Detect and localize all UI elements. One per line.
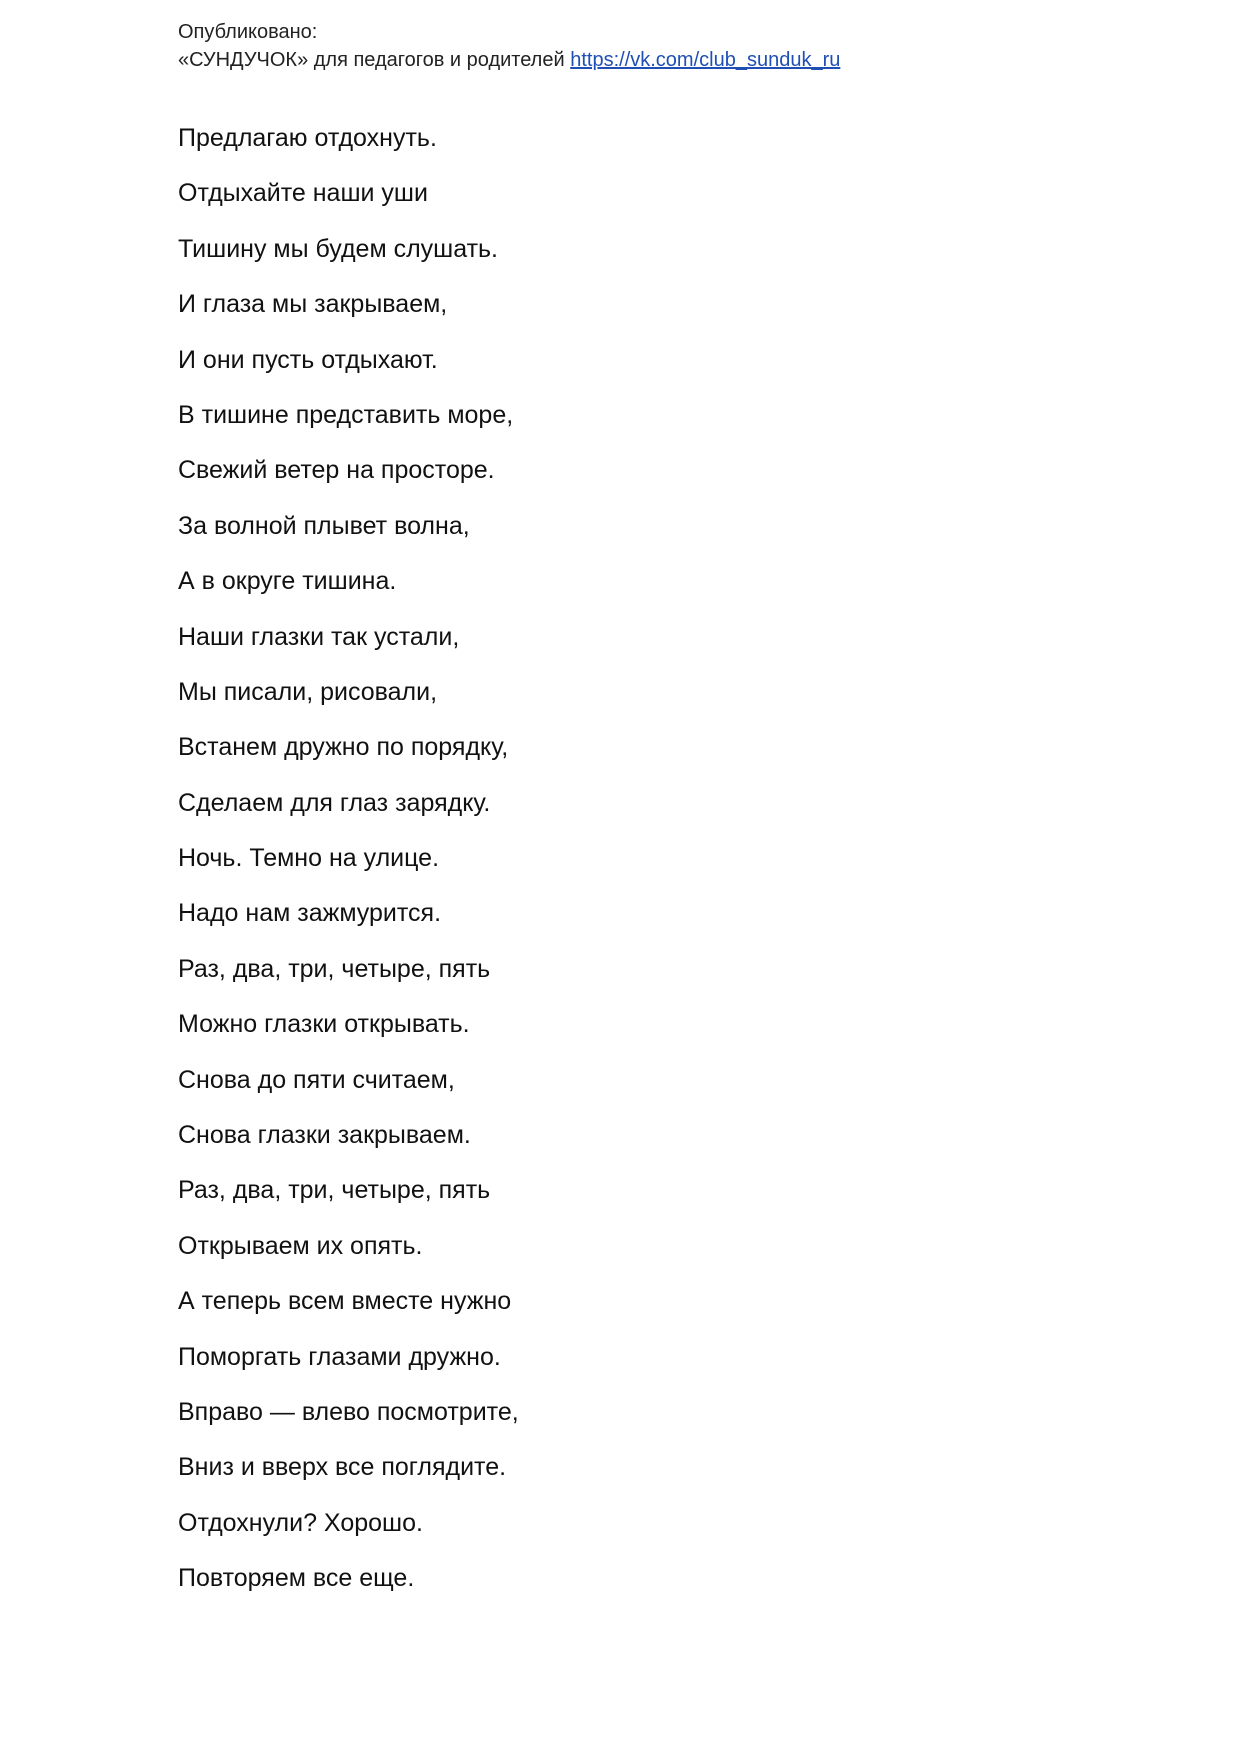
publication-header: [178, 18, 840, 74]
poem-line: Снова глазки закрываем.: [178, 1121, 471, 1150]
poem-line: Поморгать глазами дружно.: [178, 1342, 501, 1371]
poem-line: За волной плывет волна,: [178, 511, 470, 540]
poem-line: Отдыхайте наши уши: [178, 179, 428, 208]
poem-line: Предлагаю отдохнуть.: [178, 124, 437, 152]
poem-line: Можно глазки открывать.: [178, 1010, 470, 1039]
poem-line: Вправо — влево посмотрите,: [178, 1397, 519, 1426]
poem-line: Надо нам зажмурится.: [178, 899, 442, 928]
poem-line: И они пусть отдыхают.: [178, 345, 438, 374]
source-line: [178, 46, 840, 74]
poem-body: [178, 118, 519, 1614]
published-label: Опубликовано:: [178, 21, 318, 43]
poem-line: Свежий ветер на просторе.: [178, 456, 495, 485]
poem-line: Отдохнули? Хорошо.: [178, 1508, 423, 1537]
poem-line: Наши глазки так устали,: [178, 622, 460, 651]
poem-line: А теперь всем вместе нужно: [178, 1287, 512, 1316]
poem-line: Вниз и вверх все поглядите.: [178, 1453, 507, 1482]
poem-line: И глаза мы закрываем,: [178, 290, 448, 319]
poem-line: А в округе тишина.: [178, 567, 397, 596]
poem-line: Снова до пяти считаем,: [178, 1065, 455, 1094]
poem-line: Сделаем для глаз зарядку.: [178, 788, 491, 817]
source-text: «СУНДУЧОК» для педагогов и родителей: [178, 49, 565, 71]
poem-line: Тишину мы будем слушать.: [178, 234, 498, 263]
vk-club-link[interactable]: https://vk.com/club_sunduk_ru: [570, 49, 841, 71]
poem-line: Встанем дружно по порядку,: [178, 733, 509, 762]
poem-line: Мы писали, рисовали,: [178, 677, 438, 706]
poem-line: Ночь. Темно на улице.: [178, 844, 440, 873]
poem-line: Открываем их опять.: [178, 1231, 423, 1260]
poem-line: Раз, два, три, четыре, пять: [178, 1176, 491, 1205]
poem-line: Повторяем все еще.: [178, 1564, 415, 1593]
poem-line: В тишине представить море,: [178, 400, 514, 429]
poem-line: Раз, два, три, четыре, пять: [178, 954, 491, 983]
